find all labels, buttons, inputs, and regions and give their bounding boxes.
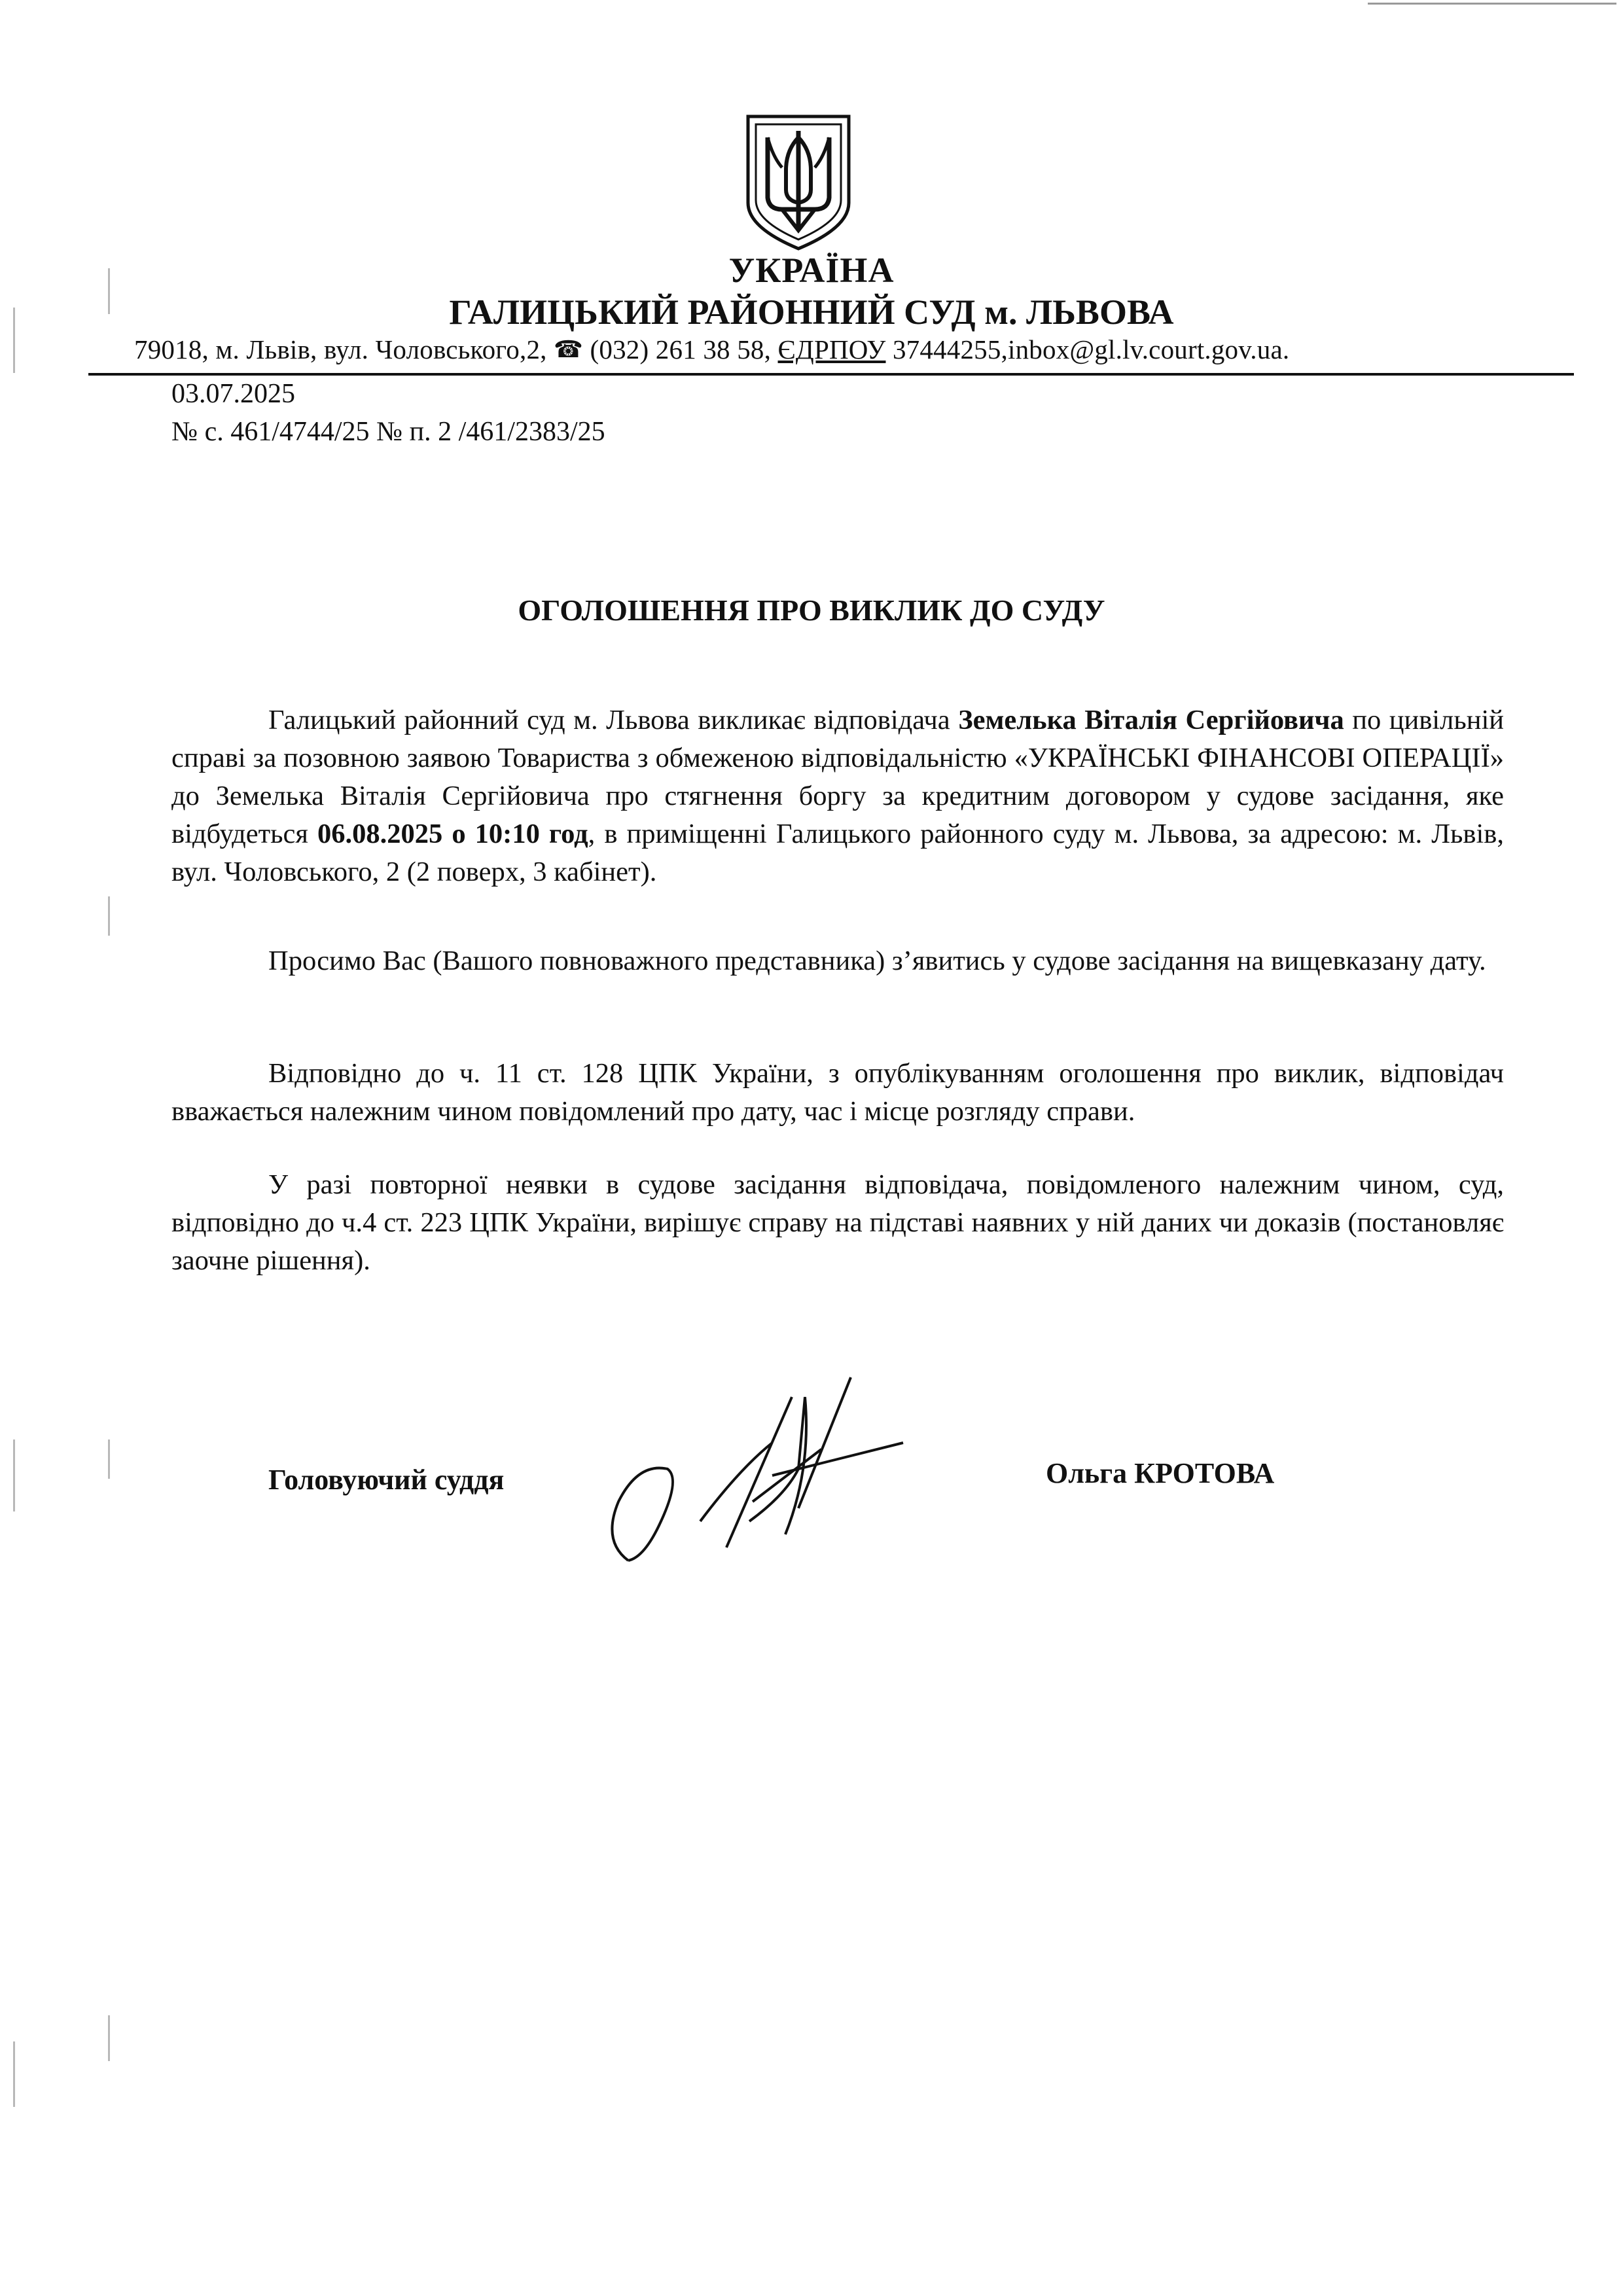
address-suffix: 37444255,inbox@gl.lv.court.gov.ua.: [885, 334, 1290, 364]
scan-margin-mark: [108, 2015, 110, 2061]
paragraph-default-judgment: У разі повторної неявки в судове засідання відповідача, повідомленого належним чином, суд, відповідно до ч.4 ст. 223 ЦПК України, вирішує справу на підставі наявних у ній даних чи доказів (постановляє заочне рішення).: [171, 1169, 1504, 1276]
edrpou-label: ЄДРПОУ: [777, 334, 886, 364]
court-name-heading: ГАЛИЦЬКИЙ РАЙОННИЙ СУД м. ЛЬВОВА: [449, 292, 1174, 332]
defendant-name: Земелька Віталія Сергійовича: [958, 705, 1344, 735]
address-prefix: 79018, м. Львів, вул. Чоловського,2,: [134, 334, 554, 364]
document-title: ОГОЛОШЕННЯ ПРО ВИКЛИК ДО СУДУ: [518, 593, 1105, 627]
scan-margin-mark: [108, 896, 110, 936]
country-heading: УКРАЇНА: [728, 251, 895, 290]
case-numbers: № с. 461/4744/25 № п. 2 /461/2383/25: [171, 417, 605, 447]
paragraph-legal-basis: Відповідно до ч. 11 ст. 128 ЦПК України, з опублікуванням оголошення про виклик, відповідач вважається належним чином повідомлений про дату, час і місце розгляду справи.: [171, 1058, 1504, 1127]
summons-text: Галицький районний суд м. Львова викликає відповідача: [268, 705, 959, 735]
court-address-line: [134, 334, 1561, 365]
handwritten-signature: [589, 1371, 929, 1567]
document-date: 03.07.2025: [171, 379, 295, 409]
coat-of-arms-icon: [743, 111, 854, 252]
summons-text: , в приміщенні Галицького районного суду м. Львова, за адресою: м. Львів, вул. Чоловського, 2 (2 поверх, 3 кабінет).: [171, 819, 1504, 887]
header-divider: [88, 373, 1574, 376]
scan-margin-mark: [108, 1439, 110, 1479]
paragraph-summons: [171, 701, 1504, 891]
judge-name: Ольга КРОТОВА: [1046, 1457, 1275, 1489]
scan-margin-mark: [13, 2041, 15, 2107]
scan-margin-mark: [13, 1439, 15, 1511]
phone-icon: ☎: [554, 336, 584, 362]
phone-number: (032) 261 38 58,: [583, 334, 778, 364]
summons-text: по цивільній справі за позовною заявою Товариства з обмеженою відповідальністю «УКРАЇНСЬКІ ФІНАНСОВІ ОПЕРАЦІЇ» до Земелька Віталія Сергійовича про стягнення боргу за кредитним договором у судове засідання, яке відбудеться: [171, 705, 1504, 849]
signature-role: Головуючий суддя: [268, 1464, 505, 1496]
paragraph-request: Просимо Вас (Вашого повноважного представника) з’явитись у судове засідання на вищевказану дату.: [268, 945, 1486, 976]
scan-top-line: [1368, 3, 1616, 5]
hearing-datetime: 06.08.2025 о 10:10 год: [317, 819, 588, 849]
